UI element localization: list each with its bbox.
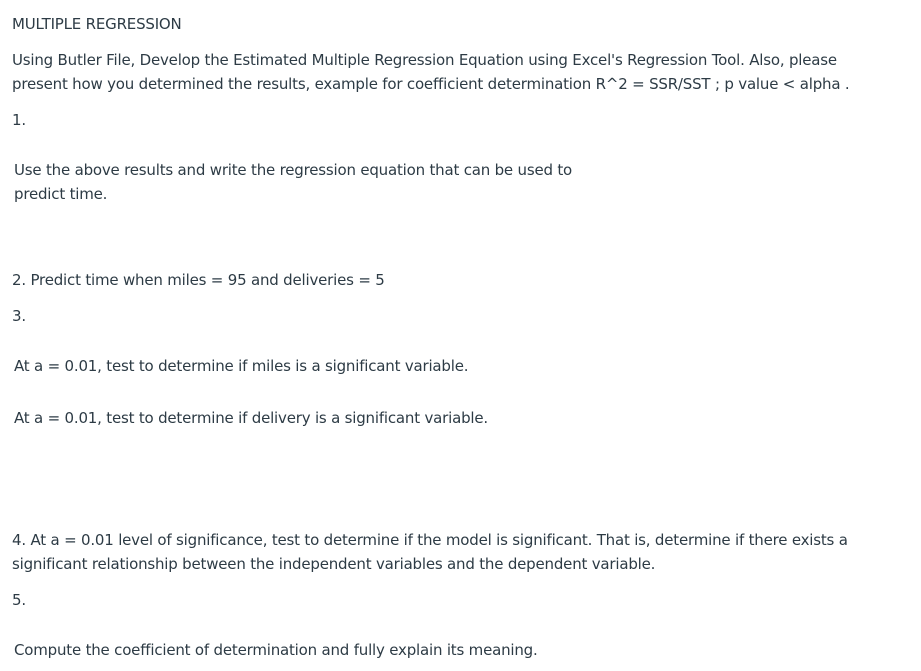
question-2-text: 2. Predict time when miles = 95 and deliveries = 5 — [12, 271, 385, 289]
question-5-number: 5. — [12, 591, 26, 609]
question-3-part-b: At a = 0.01, test to determine if delivery is a significant variable. — [14, 409, 488, 427]
question-1-line-1: Use the above results and write the regression equation that can be used to — [14, 161, 573, 179]
question-3-number: 3. — [12, 307, 26, 325]
question-4-line-1: 4. At a = 0.01 level of significance, test to determine if the model is significant. That is, determine if there exists a — [12, 531, 848, 549]
intro-line-1: Using Butler File, Develop the Estimated Multiple Regression Equation using Excel's Regression Tool. Also, please — [12, 51, 837, 69]
page-heading: MULTIPLE REGRESSION — [12, 15, 182, 33]
question-4-line-2: significant relationship between the independent variables and the dependent variable. — [12, 555, 656, 573]
question-1-number: 1. — [12, 111, 26, 129]
question-3-part-a: At a = 0.01, test to determine if miles is a significant variable. — [14, 357, 469, 375]
intro-line-2: present how you determined the results, example for coefficient determination R^2 = SSR/SST ; p value < alpha . — [12, 75, 850, 93]
question-5-text: Compute the coefficient of determination and fully explain its meaning. — [14, 641, 538, 659]
question-1-line-2: predict time. — [14, 185, 108, 203]
